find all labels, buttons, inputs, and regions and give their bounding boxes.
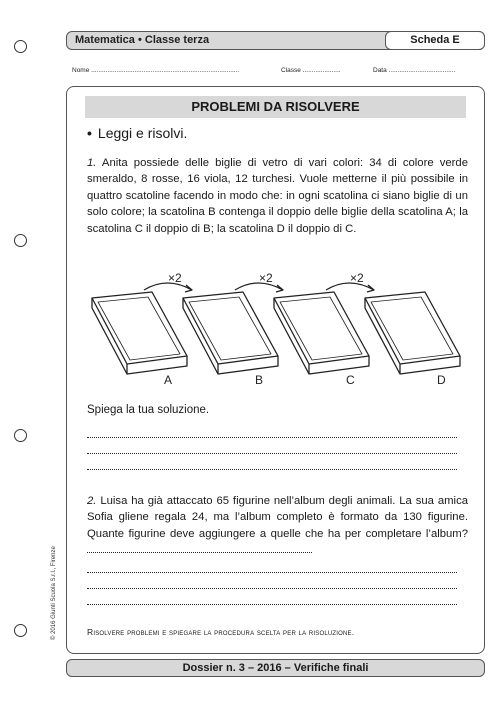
worksheet-tag: Scheda E	[385, 31, 485, 50]
answer-line[interactable]	[87, 436, 457, 438]
problem-text: Luisa ha già attaccato 65 figurine nell’album degli animali. La sua amica Sofia gliene regala 24, ma l’album completo è formato da 130 figurine. Quante figurine deve aggiungere a quelle che ha per completare l’album?	[87, 495, 469, 540]
box-d	[365, 292, 460, 374]
explain-prompt: Spiega la tua soluzione.	[87, 404, 210, 416]
box-label-d: D	[437, 373, 446, 387]
box-label-a: A	[164, 373, 173, 387]
answer-line[interactable]	[87, 468, 457, 470]
binder-hole	[14, 429, 27, 442]
section-title: PROBLEMI DA RISOLVERE	[85, 96, 466, 118]
box-label-b: B	[255, 373, 264, 387]
problem-number: 2.	[87, 495, 97, 507]
instruction-text: Leggi e risolvi.	[97, 125, 188, 141]
class-field: Classe .....................	[281, 67, 341, 74]
header-bar	[66, 31, 485, 50]
box-a	[92, 292, 187, 374]
name-field: Nome ..................................................................................	[72, 67, 240, 74]
subject-title: Matematica • Classe terza	[75, 34, 210, 46]
binder-hole	[14, 624, 27, 637]
problem-number: 1.	[87, 157, 97, 169]
instruction	[87, 125, 187, 141]
box-b	[183, 292, 278, 374]
footer-bar: Dossier n. 3 – 2016 – Verifiche finali	[66, 659, 485, 677]
answer-line-inline[interactable]	[87, 551, 312, 553]
date-field: Data .....................................	[373, 67, 456, 74]
arrow-label: ×2	[259, 271, 273, 285]
binder-hole	[14, 40, 27, 53]
learning-objective: Risolvere problemi e spiegare la procedura scelta per la risoluzione.	[87, 627, 355, 637]
binder-hole	[14, 234, 27, 247]
bullet: •	[87, 125, 92, 141]
box-label-c: C	[346, 373, 355, 387]
box-c	[274, 292, 369, 374]
copyright: © 2016 Giunti Scuola S.r.l., Firenze	[51, 546, 57, 640]
arrow-label: ×2	[168, 271, 182, 285]
answer-line[interactable]	[87, 452, 457, 454]
problem-2	[87, 493, 468, 559]
answer-line[interactable]	[87, 587, 457, 589]
answer-line[interactable]	[87, 603, 457, 605]
problem-text: Anita possiede delle biglie di vetro di vari colori: 34 di colore verde smeraldo, 8 rosse, 16 viola, 12 turchesi. Vuole metterne il più possibile in quattro scatoline facendo in modo che: in ogni scatolina ci siano biglie di un solo colore; la scatolina B contenga il doppio delle biglie della scatolina A; la scatolina C il doppio di B; la scatolina D il doppio di C.	[87, 157, 468, 235]
arrow-label: ×2	[350, 271, 364, 285]
boxes-illustration	[82, 270, 472, 390]
answer-line[interactable]	[87, 571, 457, 573]
problem-1	[87, 155, 468, 237]
